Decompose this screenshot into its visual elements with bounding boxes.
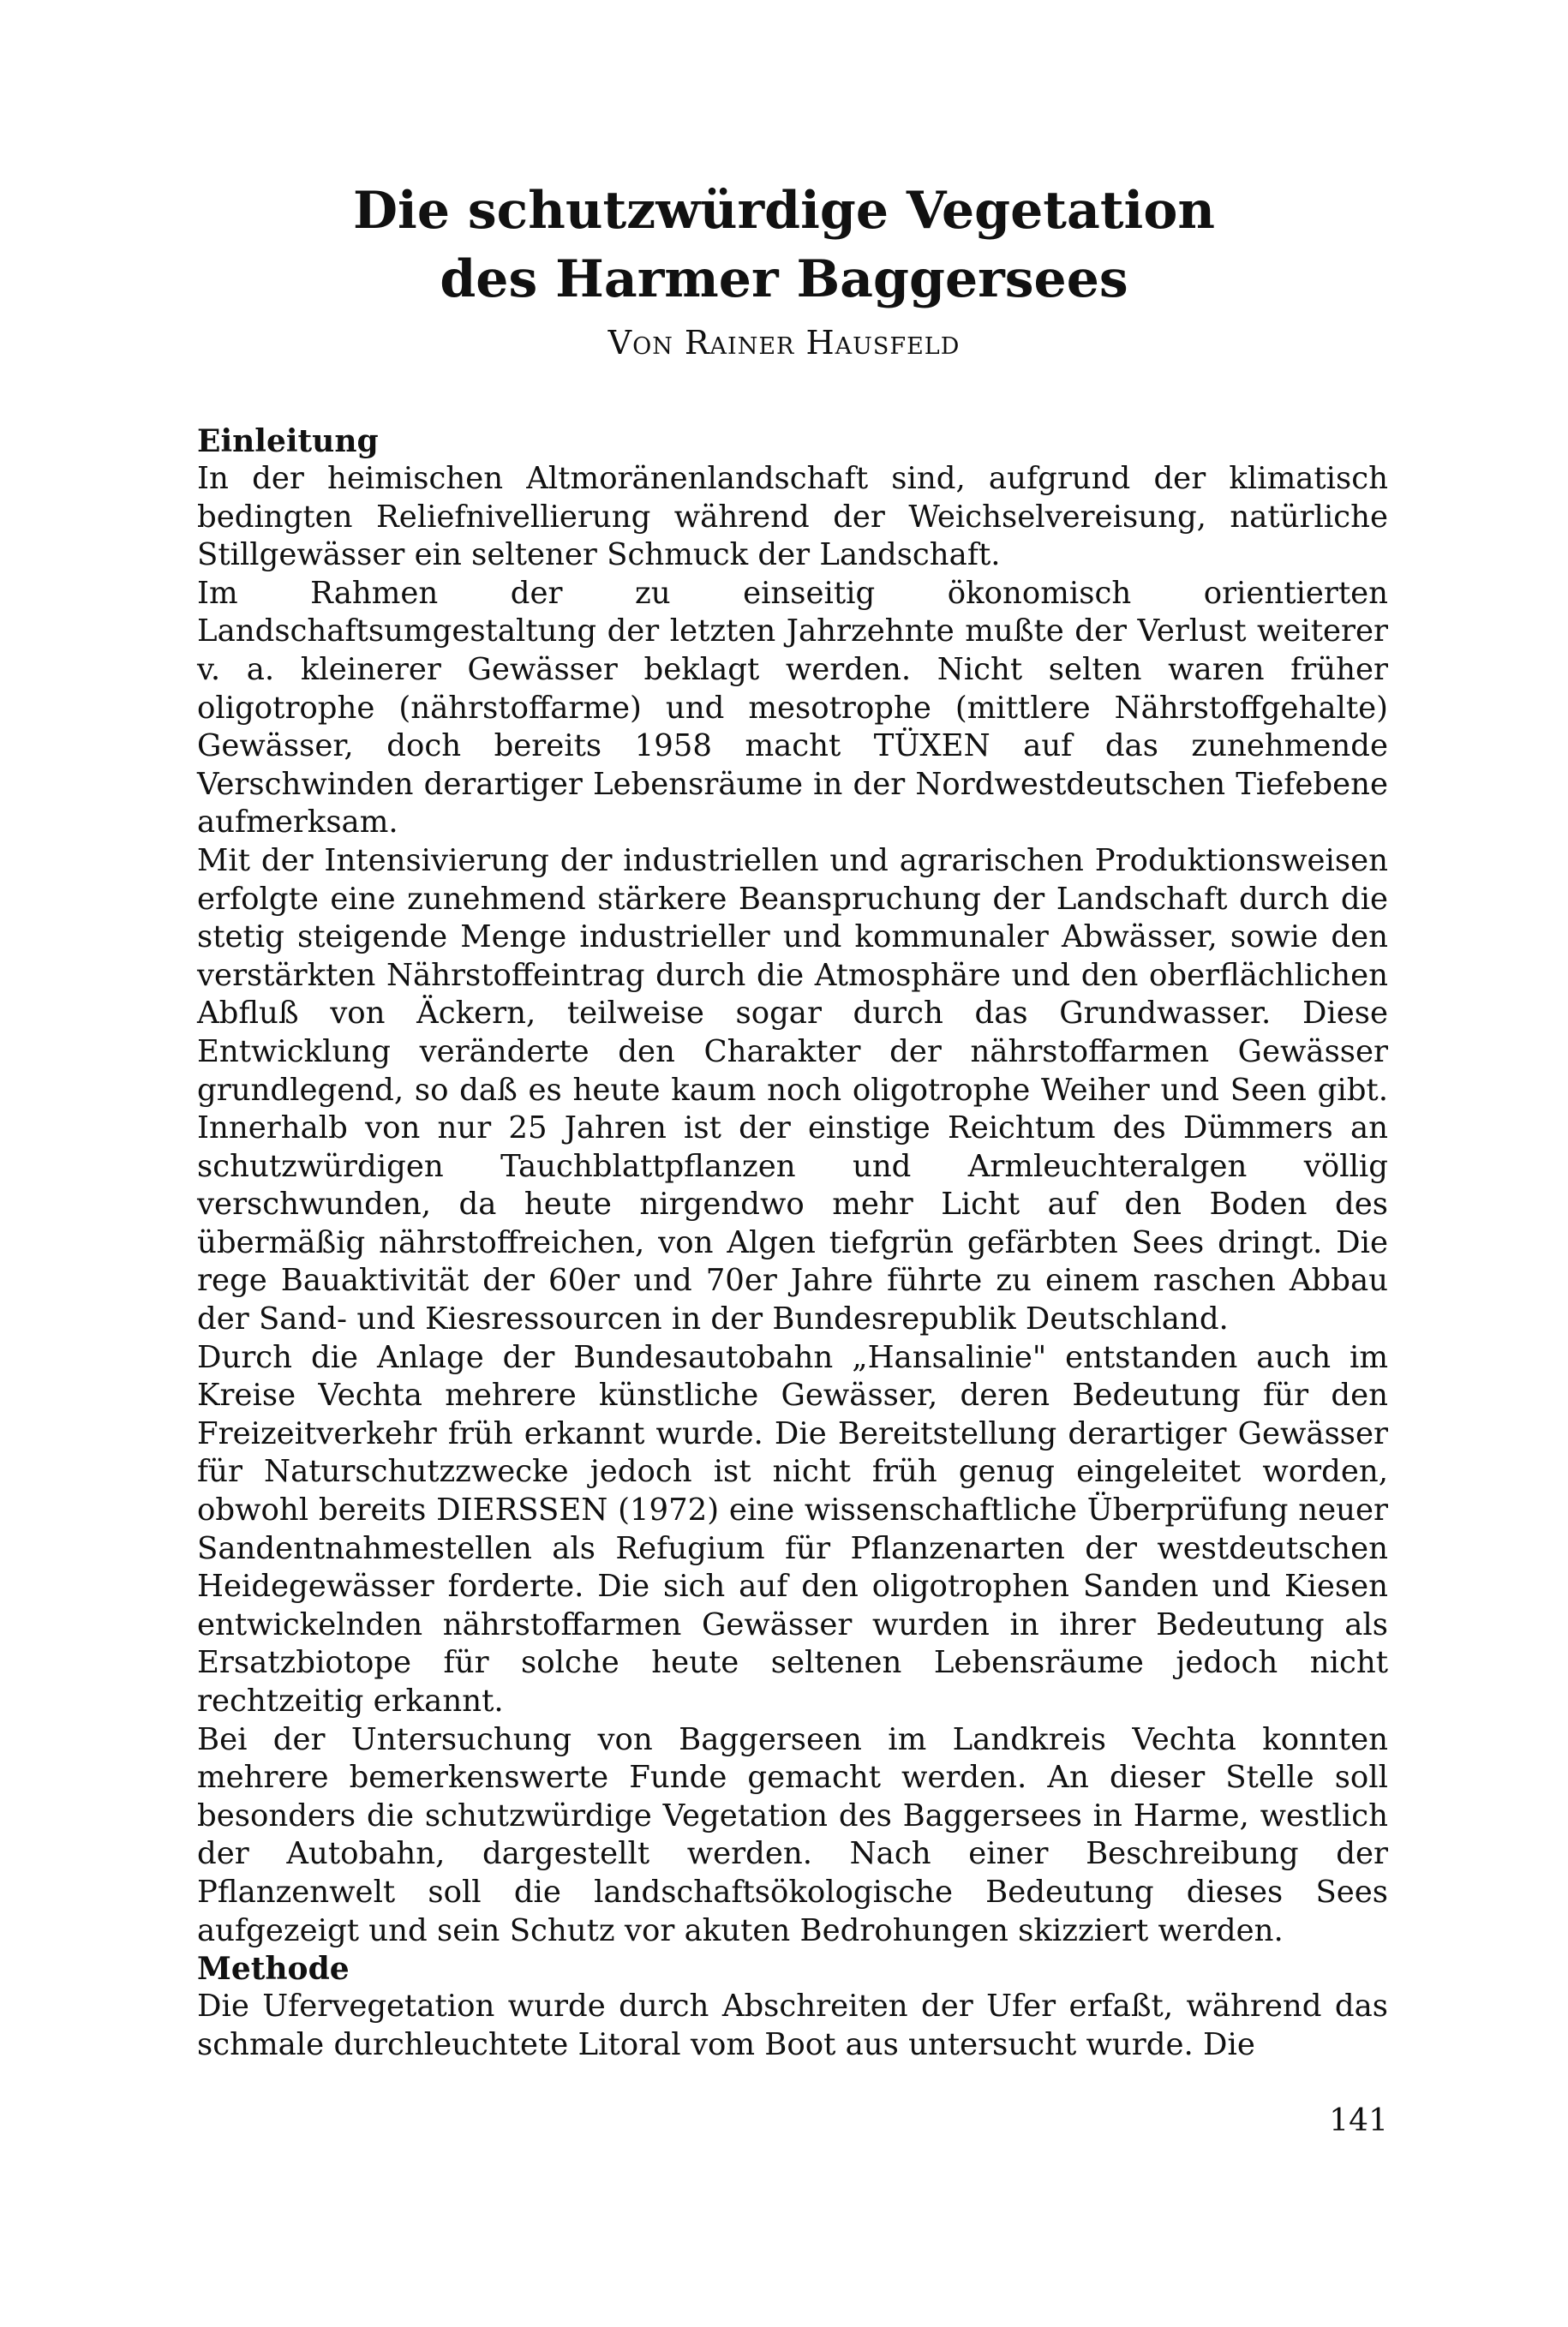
paragraph: Bei der Untersuchung von Baggerseen im Landkreis Vechta konnten mehrere bemerkenswerte Funde gemacht werden. An dieser Stelle soll besonders die schutzwürdige Vegetation des Baggersees in Harme, westlich der Autobahn, dargestellt werden. Nach einer Beschreibung der Pflanzenwelt soll die landschaftsökologische Bedeutung dieses Sees aufgezeigt und sein Schutz vor akuten Bedrohungen skizziert werden. <box>197 1721 1388 1948</box>
section-heading: Einleitung <box>197 423 379 459</box>
paragraph: Im Rahmen der zu einseitig ökonomisch orientierten Landschaftsumgestaltung der letzten Jahrzehnte mußte der Verlust weiterer v. a. kleinerer Gewässer beklagt werden. Nicht selten waren früher oligotrophe (nährstoffarme) und mesotrophe (mittlere Nährstoffgehalte) Gewässer, doch bereits 1958 macht TÜXEN auf das zunehmende Verschwinden derartiger Lebensräume in der Nordwestdeutschen Tiefebene aufmerksam. <box>197 575 1388 840</box>
article-title-line-1: Die schutzwürdige Vegetation <box>353 181 1215 241</box>
paragraph: Mit der Intensivierung der industriellen und agrarischen Produktionsweisen erfolgte eine zunehmend stärkere Beanspruchung der Landschaft durch die stetig steigende Menge industrieller und kommunaler Abwässer, sowie den verstärkten Nährstoffeintrag durch die Atmosphäre und den oberflächlichen Abfluß von Äckern, teilweise sogar durch das Grundwasser. Diese Entwicklung veränderte den Charakter der nährstoffarmen Gewässer grundlegend, so daß es heute kaum noch oligotrophe Weiher und Seen gibt. Innerhalb von nur 25 Jahren ist der einstige Reichtum des Dümmers an schutzwürdigen Tauchblattpflanzen und Armleuchteralgen völlig verschwunden, da heute nirgendwo mehr Licht auf den Boden des übermäßig nährstoffreichen, von Algen tiefgrün gefärbten Sees dringt. Die rege Bauaktivität der 60er und 70er Jahre führte zu einem raschen Abbau der Sand- und Kiesressourcen in der Bundesrepublik Deutschland. <box>197 842 1388 1337</box>
section-einleitung <box>197 422 1388 1950</box>
page-number: 141 <box>1329 2103 1388 2139</box>
author-byline: Von Rainer Hausfeld <box>607 324 961 362</box>
paragraph: Die Ufervegetation wurde durch Abschreiten der Ufer erfaßt, während das schmale durchleuchtete Litoral vom Boot aus untersucht wurde. Die <box>197 1989 1388 2062</box>
paragraph: In der heimischen Altmoränenlandschaft sind, aufgrund der klimatisch bedingten Reliefnivellierung während der Weichselvereisung, natürliche Stillgewässer ein seltener Schmuck der Landschaft. <box>197 461 1388 573</box>
article-title <box>197 176 1371 314</box>
section-heading: Methode <box>197 1951 350 1987</box>
section-methode <box>197 1950 1388 2064</box>
article-title-line-2: des Harmer Baggersees <box>440 249 1128 309</box>
paragraph: Durch die Anlage der Bundesautobahn „Hansalinie" entstanden auch im Kreise Vechta mehrere künstliche Gewässer, deren Bedeutung für den Freizeitverkehr früh erkannt wurde. Die Bereitstellung derartiger Gewässer für Naturschutzzwecke jedoch ist nicht früh genug eingeleitet worden, obwohl bereits DIERSSEN (1972) eine wissenschaftliche Überprüfung neuer Sandentnahmestellen als Refugium für Pflanzenarten der westdeutschen Heidegewässer forderte. Die sich auf den oligotrophen Sanden und Kiesen entwickelnden nährstoffarmen Gewässer wurden in ihrer Bedeutung als Ersatzbiotope für solche heute seltenen Lebensräume jedoch nicht rechtzeitig erkannt. <box>197 1339 1388 1719</box>
